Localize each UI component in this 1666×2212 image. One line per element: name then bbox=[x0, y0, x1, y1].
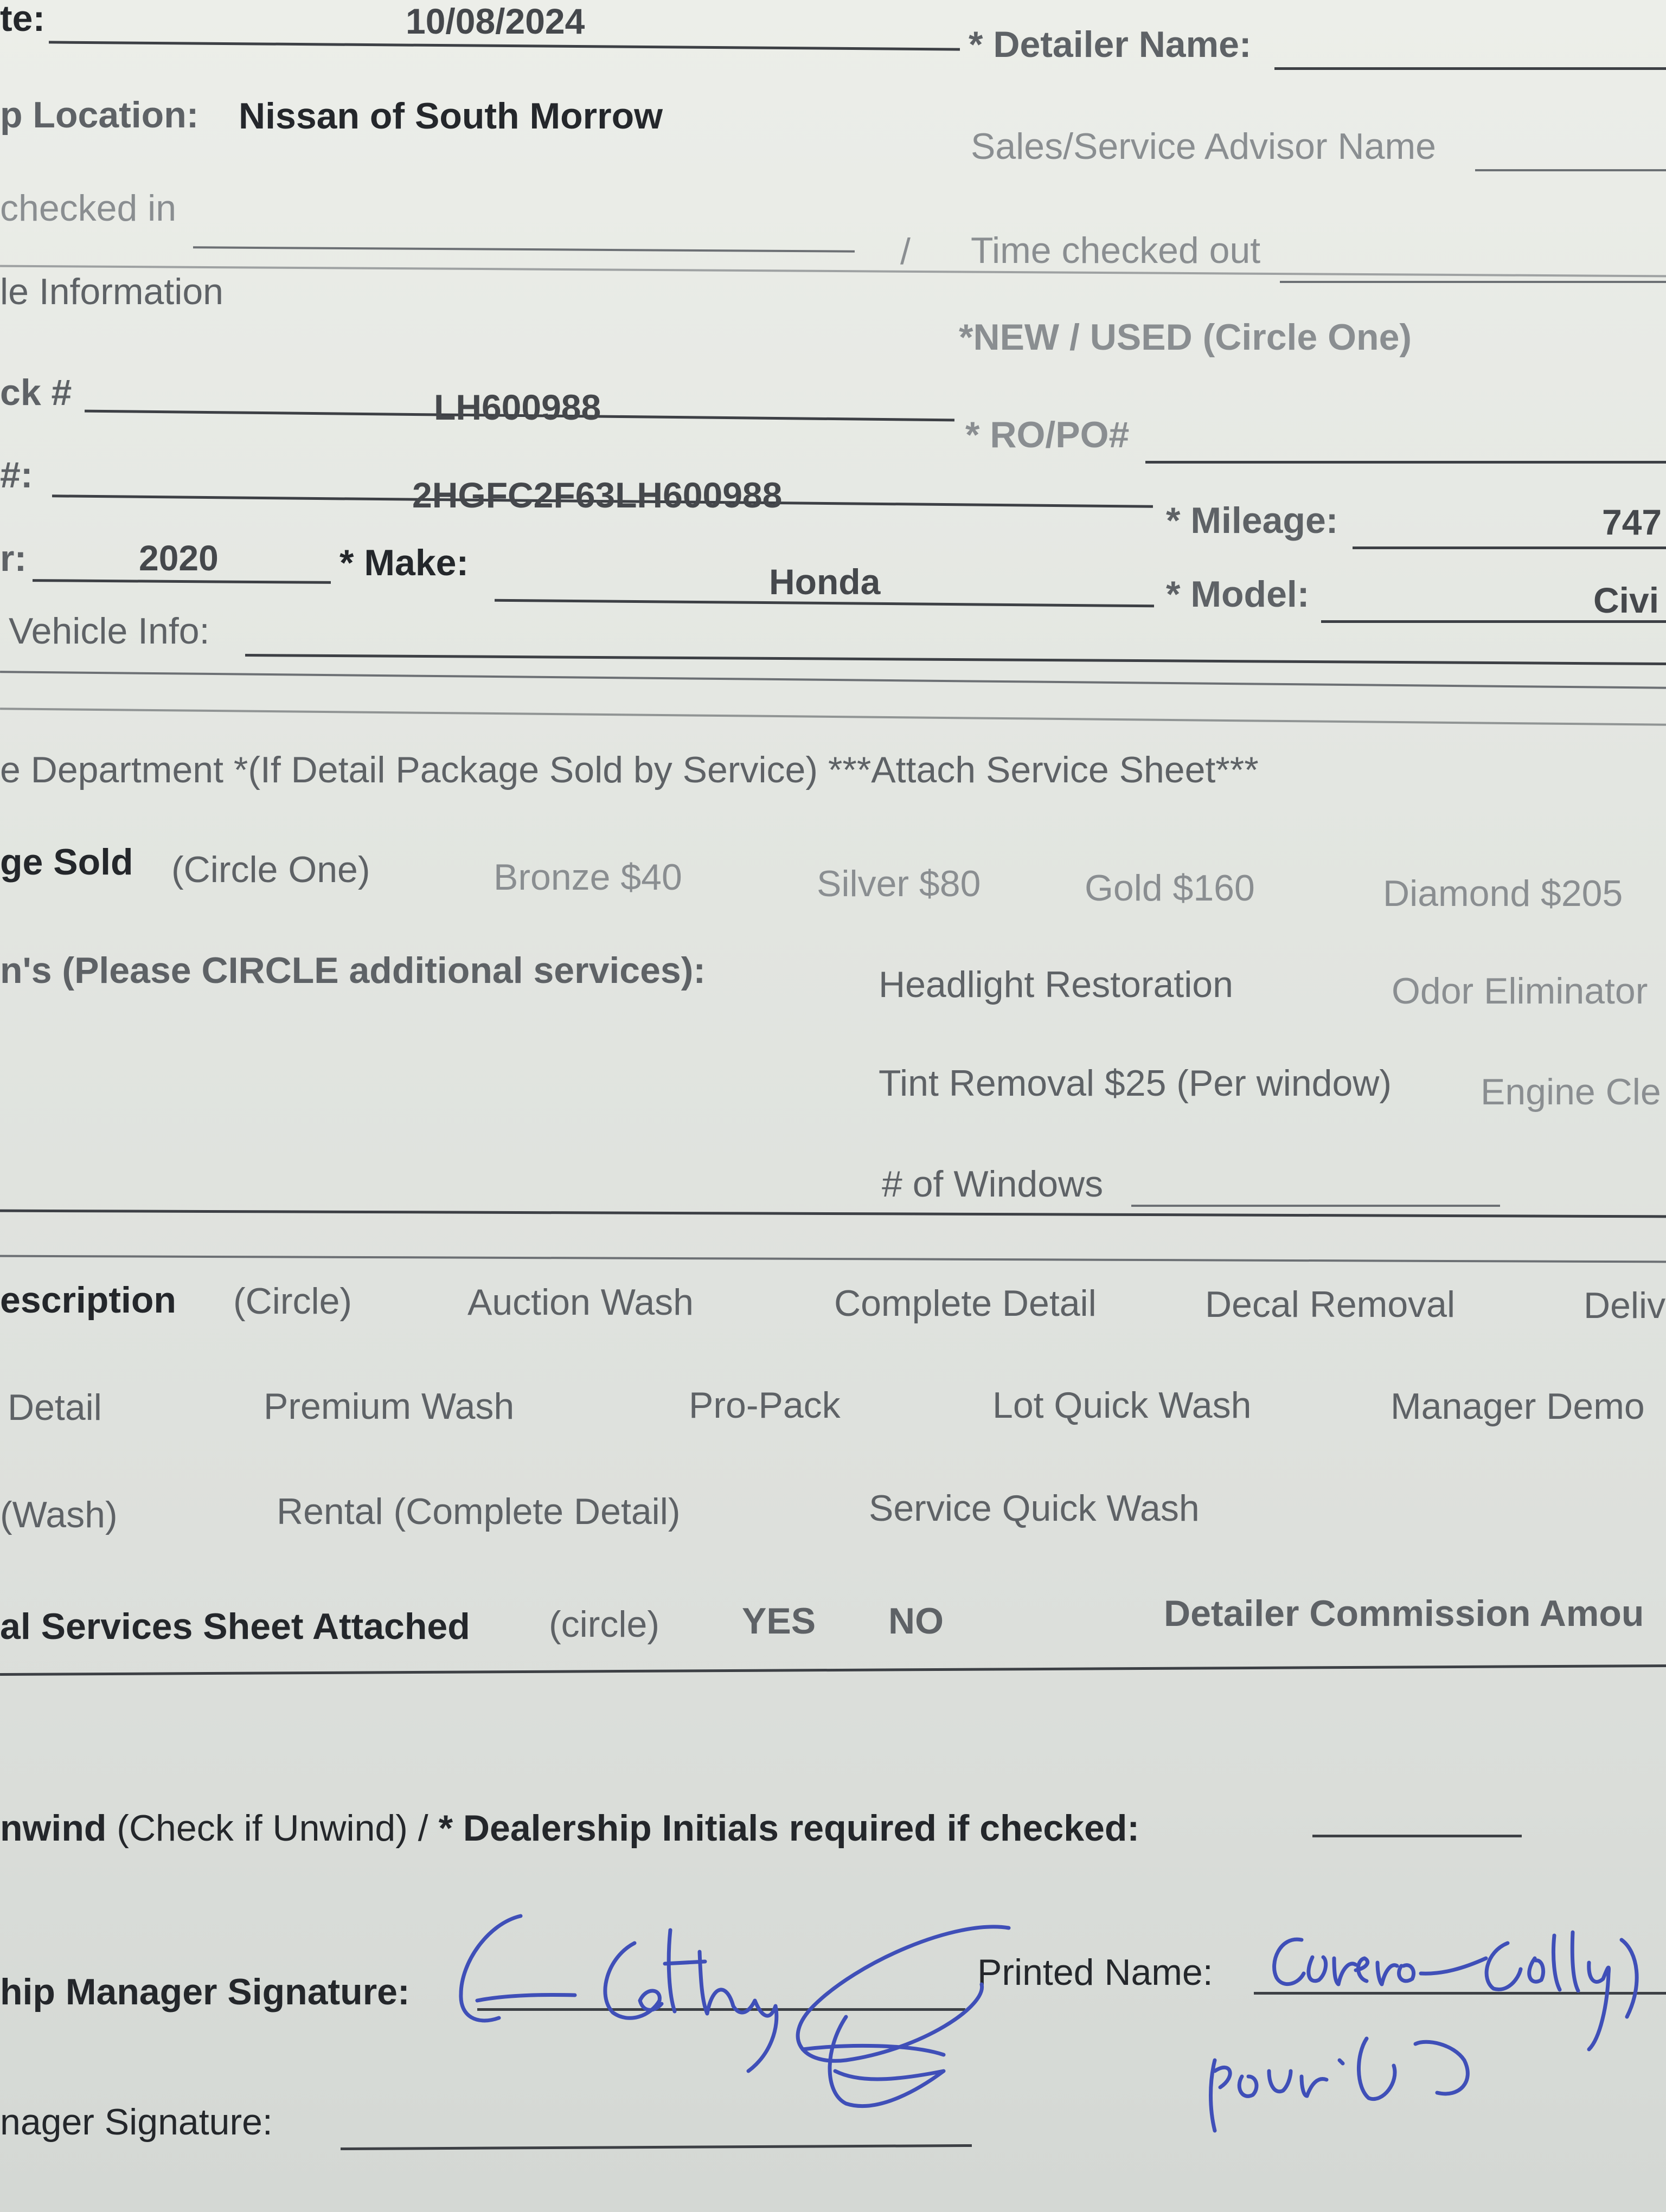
attachment-no: NO bbox=[888, 1600, 944, 1642]
unwind-label: nwind bbox=[0, 1808, 107, 1849]
make-value: Honda bbox=[769, 562, 881, 602]
service-department-line: e Department *(If Detail Package Sold by Service) ***Attach Service Sheet*** bbox=[0, 749, 1259, 790]
loop-scribble bbox=[798, 1927, 1009, 2106]
package-silver: Silver $80 bbox=[817, 863, 981, 904]
addon-headlight: Headlight Restoration bbox=[879, 964, 1233, 1005]
desc-pro-pack: Pro-Pack bbox=[689, 1385, 841, 1426]
addon-tint: Tint Removal $25 (Per window) bbox=[879, 1063, 1392, 1104]
date-value: 10/08/2024 bbox=[406, 1, 585, 41]
printed-name-second-line bbox=[1211, 2039, 1468, 2131]
package-hint: (Circle One) bbox=[171, 849, 370, 890]
mileage-value: 747 bbox=[1602, 502, 1662, 542]
location-label: p Location: bbox=[0, 94, 199, 136]
model-value: Civi bbox=[1593, 580, 1659, 620]
addon-odor: Odor Eliminator bbox=[1392, 970, 1648, 1012]
date-label: te: bbox=[0, 0, 46, 39]
ro-po-label: * RO/PO# bbox=[965, 414, 1130, 455]
advisor-label: Sales/Service Advisor Name bbox=[971, 126, 1436, 167]
windows-label: # of Windows bbox=[882, 1163, 1104, 1205]
desc-auction-wash: Auction Wash bbox=[467, 1282, 694, 1323]
vehicle-section-label: le Information bbox=[0, 271, 223, 312]
desc-manager-demo: Manager Demo bbox=[1391, 1386, 1645, 1427]
checked-in-label: checked in bbox=[0, 188, 177, 229]
detailer-name-label: * Detailer Name: bbox=[969, 24, 1252, 65]
desc-premium-wash: Premium Wash bbox=[264, 1386, 515, 1427]
attachment-yes: YES bbox=[742, 1600, 816, 1642]
mileage-label: * Mileage: bbox=[1166, 500, 1338, 541]
desc-wash: (Wash) bbox=[0, 1494, 118, 1535]
stock-label: ck # bbox=[0, 372, 72, 413]
package-gold: Gold $160 bbox=[1085, 867, 1255, 909]
new-used-label: *NEW / USED (Circle One) bbox=[959, 317, 1412, 358]
model-label: * Model: bbox=[1166, 574, 1310, 615]
printed-name-label: Printed Name: bbox=[977, 1952, 1213, 1993]
commission-label: Detailer Commission Amou bbox=[1164, 1593, 1644, 1634]
desc-decal-removal: Decal Removal bbox=[1205, 1284, 1456, 1325]
package-label: ge Sold bbox=[0, 841, 133, 883]
time-checked-out-label: Time checked out bbox=[971, 230, 1261, 271]
description-label: escription bbox=[0, 1279, 176, 1321]
attachment-hint: (circle) bbox=[549, 1604, 659, 1645]
year-label: r: bbox=[0, 538, 27, 579]
attachment-label: al Services Sheet Attached bbox=[0, 1606, 470, 1647]
manager2-signature-label: nager Signature: bbox=[0, 2101, 273, 2143]
desc-detail: Detail bbox=[8, 1387, 102, 1428]
package-bronze: Bronze $40 bbox=[494, 857, 682, 898]
desc-complete-detail: Complete Detail bbox=[834, 1283, 1097, 1324]
vehicle-info-label: Vehicle Info: bbox=[9, 610, 210, 652]
desc-delivery: Deliv bbox=[1584, 1285, 1666, 1326]
printed-name-handwriting bbox=[1274, 1932, 1637, 2049]
addons-label: n's (Please CIRCLE additional services): bbox=[0, 950, 706, 991]
desc-service-quick-wash: Service Quick Wash bbox=[869, 1488, 1200, 1529]
vin-label: #: bbox=[0, 454, 33, 496]
unwind-text: (Check if Unwind) / bbox=[106, 1808, 439, 1849]
manager-signature bbox=[461, 1916, 777, 2071]
desc-lot-quick-wash: Lot Quick Wash bbox=[992, 1385, 1252, 1426]
initials-label: * Dealership Initials required if checked: bbox=[438, 1808, 1140, 1849]
description-hint: (Circle) bbox=[233, 1281, 353, 1322]
addon-engine: Engine Cle bbox=[1481, 1071, 1661, 1113]
location-value: Nissan of South Morrow bbox=[239, 95, 663, 137]
make-label: * Make: bbox=[339, 542, 469, 583]
stock-value: LH600988 bbox=[434, 387, 601, 427]
desc-rental: Rental (Complete Detail) bbox=[277, 1491, 681, 1532]
vin-value: 2HGFC2F63LH600988 bbox=[412, 475, 783, 515]
package-diamond: Diamond $205 bbox=[1383, 873, 1623, 914]
manager-signature-label: hip Manager Signature: bbox=[0, 1971, 410, 2012]
time-separator: / bbox=[900, 231, 911, 272]
year-value: 2020 bbox=[139, 538, 219, 578]
